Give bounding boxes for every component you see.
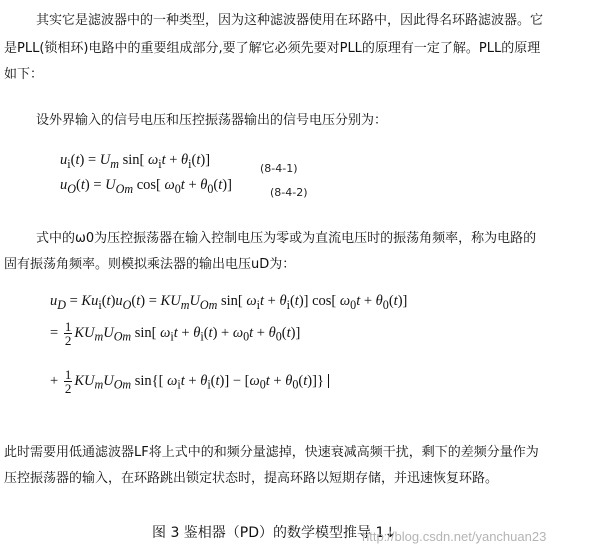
intro-line-2: 是PLL(锁相环)电路中的重要组成部分,要了解它必须先要对PLL的原理有一定了解。PLL的原理 — [4, 41, 541, 56]
equation-sum-frequency: = $\frac{1}{2}$ $KU_mU_{Om}$ sin[ $\omega_it + \theta_i(t) + \omega_0t + \theta_0(t)$] — [50, 319, 301, 348]
text-cursor — [328, 374, 330, 388]
omega-description-line-2: 固有振荡角频率。则模拟乘法器的输出电压uD为： — [4, 257, 296, 272]
filter-description-line-1: 此时需要用低通滤波器LF将上式中的和频分量滤掉，快速衰减高频干扰，剩下的差频分量作为 — [4, 445, 539, 460]
equation-number-1: (8-4-1) — [260, 162, 298, 175]
watermark: http://blog.csdn.net/yanchuan23 — [362, 529, 547, 544]
equation-number-2: (8-4-2) — [270, 186, 308, 199]
intro-line-1: 其实它是滤波器中的一种类型，因为这种滤波器使用在环路中，因此得名环路滤波器。它 — [36, 13, 544, 28]
equation-difference-frequency: + $\frac{1}{2}$ $KU_mU_{Om}$ sin{[ $\omega_it + \theta_i(t)] - [\omega_0t + \theta_0(t)]$} — [50, 368, 329, 395]
equation-input-signal: $u_i(t) = U_m$ sin[ $\omega_it + \theta_i(t)$] — [60, 152, 211, 171]
omega-description-line-1: 式中的ω0为压控振荡器在输入控制电压为零或为直流电压时的振荡角频率，称为电路的 — [36, 231, 537, 246]
filter-description-line-2: 压控振荡器的输入，在环路跳出锁定状态时，提高环路以短期存储，并迅速恢复环路。 — [4, 471, 499, 486]
intro-line-3: 如下： — [4, 67, 44, 82]
figure-caption: 图 3 鉴相器（PD）的数学模型推导 1↓ — [152, 525, 397, 541]
equation-multiplier-output: $u_D = Ku_i(t)u_O(t) = KU_mU_{Om}$ sin[ $\omega_it + \theta_i(t)$] cos[ $\omega_0t + \theta_0(t)$] — [50, 293, 408, 312]
equation-vco-output: $u_O(t) = U_{Om}$ cos[ $\omega_0t + \theta_0(t)$] — [60, 177, 232, 196]
signal-voltage-intro: 设外界输入的信号电压和压控振荡器输出的信号电压分别为： — [36, 113, 388, 128]
